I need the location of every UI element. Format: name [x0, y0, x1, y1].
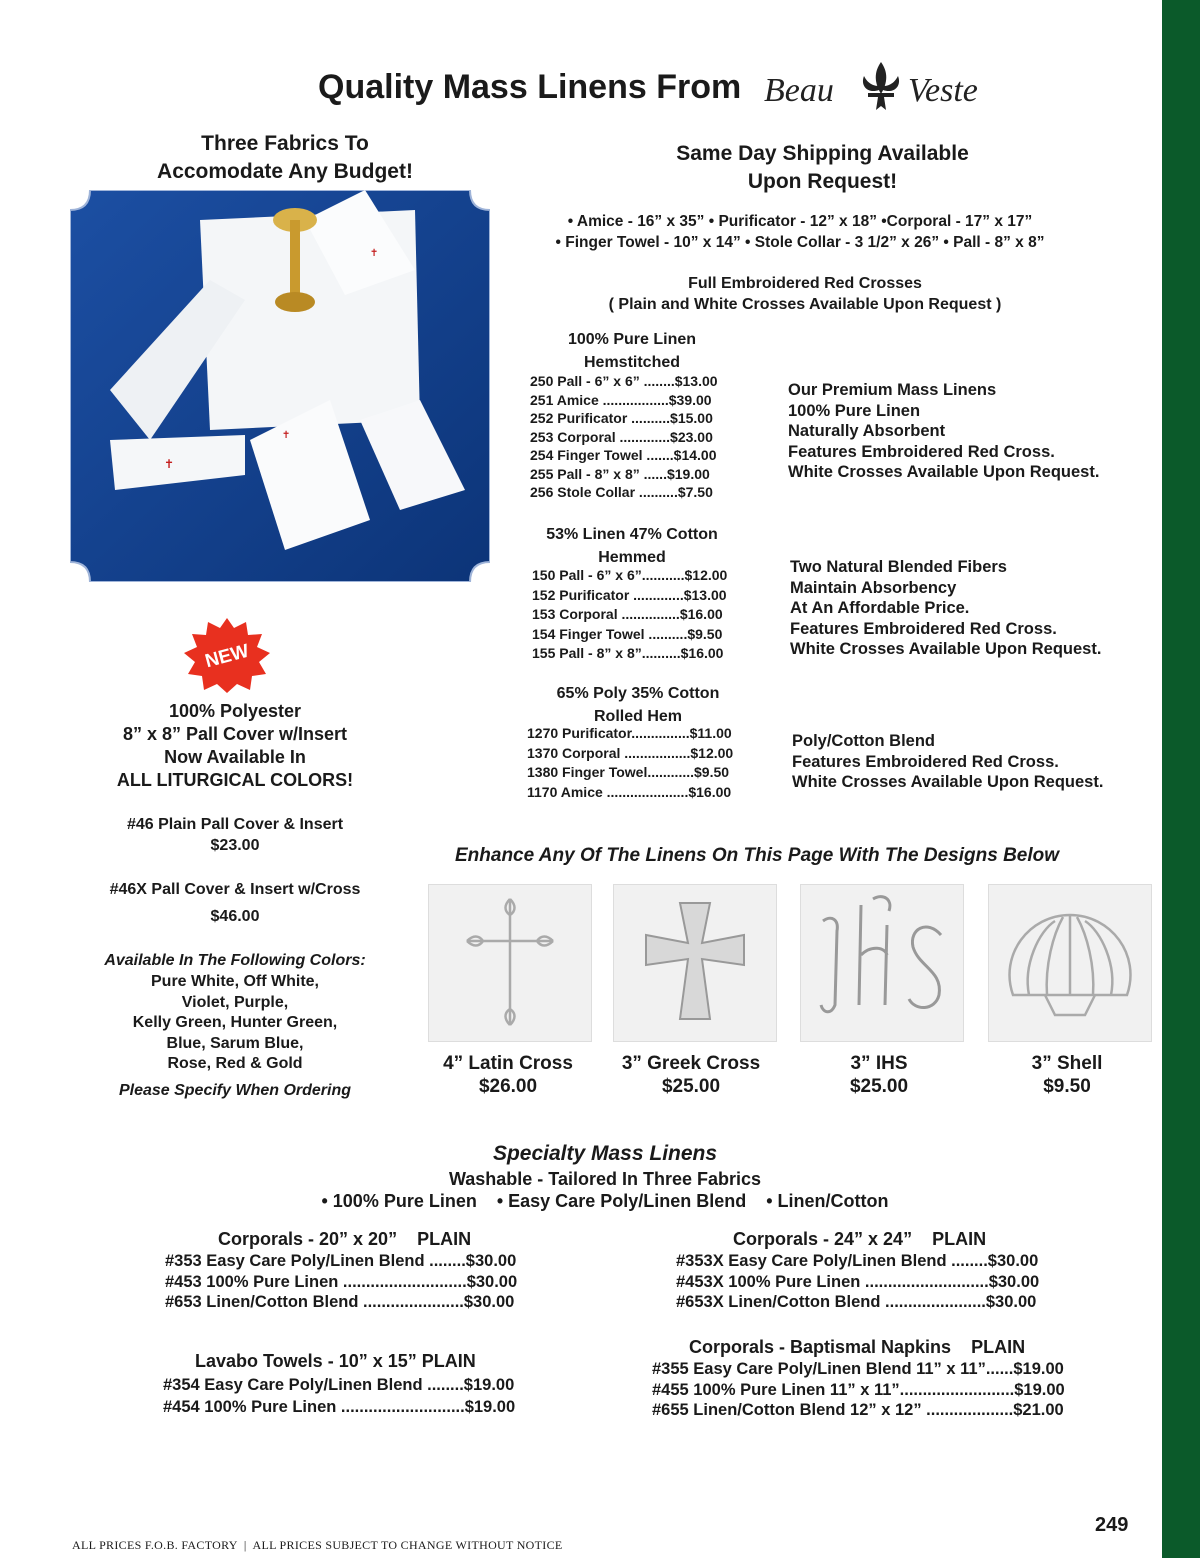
green-side-bar — [1162, 0, 1200, 1558]
colors-line: Violet, Purple, — [181, 993, 289, 1011]
corporals-24-heading: Corporals - 24” x 24” PLAIN — [733, 1229, 987, 1249]
logo-word-veste: Veste — [908, 72, 978, 109]
colors-line: Blue, Sarum Blue, — [166, 1034, 304, 1052]
poly-price-list — [527, 724, 733, 802]
greek-cross-design — [613, 884, 777, 1042]
page-number: 249 — [1095, 1514, 1129, 1536]
page-title: Quality Mass Linens From — [318, 68, 742, 106]
blend-heading — [532, 523, 732, 569]
baptismal-list — [652, 1359, 1065, 1421]
shell-icon — [989, 885, 1151, 1041]
linens-product-photo — [70, 190, 490, 582]
poly-heading — [538, 682, 738, 728]
lavabo-list — [163, 1374, 515, 1418]
specify-note: Please Specify When Ordering — [118, 1082, 352, 1099]
desc-line: Naturally Absorbent — [788, 422, 946, 440]
colors-heading: Available In The Following Colors: — [104, 952, 366, 969]
price-item: 252 Purificator ..........$15.00 — [530, 410, 713, 426]
greek-cross-icon — [614, 885, 776, 1041]
shipping-line: Same Day Shipping Available — [676, 142, 969, 165]
colors-line: Kelly Green, Hunter Green, — [132, 1014, 338, 1031]
specialty-item: #453X 100% Pure Linen ...........................$30.00 — [676, 1272, 1040, 1291]
polyester-line: ALL LITURGICAL COLORS! — [116, 770, 354, 790]
fabrics-heading-line: Accomodate Any Budget! — [157, 160, 413, 183]
blend-description — [790, 557, 1101, 660]
desc-line: 100% Pure Linen — [788, 401, 921, 420]
price-item: 152 Purificator .............$13.00 — [532, 586, 727, 603]
crosses-line: Full Embroidered Red Crosses — [688, 275, 922, 292]
latin-cross-design — [428, 884, 592, 1042]
baptismal-heading: Corporals - Baptismal Napkins PLAIN — [689, 1337, 1026, 1357]
price-item: 254 Finger Towel .......$14.00 — [530, 447, 717, 463]
price-item: 1170 Amice .....................$16.00 — [527, 783, 732, 800]
linen-heading — [532, 328, 732, 374]
shipping-heading — [600, 140, 1045, 196]
design-caption-latin-cross — [408, 1052, 608, 1098]
item-46-name: #46 Plain Pall Cover & Insert — [126, 816, 344, 833]
item-46 — [60, 814, 410, 856]
specialty-item: #353X Easy Care Poly/Linen Blend ........$30.00 — [676, 1252, 1039, 1270]
footer-disclaimer: ALL PRICES F.O.B. FACTORY | ALL PRICES SUBJECT TO CHANGE WITHOUT NOTICE — [72, 1538, 563, 1552]
design-price: $25.00 — [849, 1076, 909, 1097]
design-caption-greek-cross — [591, 1052, 791, 1098]
blend-heading-line: Hemmed — [598, 549, 666, 566]
corporals-20-heading: Corporals - 20” x 20” PLAIN — [218, 1229, 472, 1249]
linen-description — [788, 380, 1099, 483]
price-item: 1270 Purificator...............$11.00 — [527, 725, 732, 741]
beau-veste-logo — [760, 58, 1000, 116]
price-item: 154 Finger Towel ..........$9.50 — [532, 625, 723, 642]
sizes-line: • Amice - 16” x 35” • Purificator - 12” x 18” •Corporal - 17” x 17” — [567, 213, 1033, 230]
desc-line: White Crosses Available Upon Request. — [788, 463, 1100, 481]
item-46x-price: $46.00 — [210, 908, 260, 925]
sizes-line: • Finger Towel - 10” x 14” • Stole Collar - 3 1/2” x 26” • Pall - 8” x 8” — [555, 234, 1045, 251]
latin-cross-icon — [429, 885, 591, 1041]
colors-list — [60, 972, 410, 1075]
item-46x-name: #46X Pall Cover & Insert w/Cross — [109, 881, 361, 898]
poly-description — [792, 731, 1103, 793]
specialty-title: Specialty Mass Linens — [492, 1142, 718, 1165]
price-item: 153 Corporal ...............$16.00 — [532, 606, 723, 622]
price-item: 255 Pall - 8” x 8” ......$19.00 — [530, 465, 710, 482]
poly-heading-line: 65% Poly 35% Cotton — [556, 685, 720, 702]
price-item: 253 Corporal .............$23.00 — [530, 428, 713, 445]
designs-heading: Enhance Any Of The Linens On This Page With The Designs Below — [455, 845, 1060, 866]
corporals-20-list — [165, 1251, 517, 1313]
colors-line: Rose, Red & Gold — [167, 1055, 303, 1072]
crosses-line: ( Plain and White Crosses Available Upon Request ) — [608, 296, 1002, 313]
svg-text:✝: ✝ — [164, 457, 175, 471]
linen-heading-line: Hemstitched — [583, 354, 681, 371]
price-item: 150 Pall - 6” x 6”...........$12.00 — [532, 567, 728, 583]
design-name: 3” IHS — [850, 1053, 908, 1074]
new-badge — [182, 616, 272, 694]
desc-line: At An Affordable Price. — [790, 599, 970, 617]
colors-line: Pure White, Off White, — [151, 973, 319, 990]
logo-word-beau: Beau — [764, 72, 834, 109]
price-item: 256 Stole Collar ..........$7.50 — [530, 484, 713, 500]
specialty-item: #455 100% Pure Linen 11” x 11”.........................$19.00 — [652, 1380, 1065, 1399]
item-sizes — [480, 211, 1120, 253]
desc-line: White Crosses Available Upon Request. — [790, 640, 1102, 658]
ihs-design — [800, 884, 964, 1042]
item-46-price: $23.00 — [210, 837, 260, 854]
specialty-subtitle: Washable - Tailored In Three Fabrics — [448, 1169, 762, 1189]
ihs-monogram-icon — [801, 885, 963, 1041]
shipping-line: Upon Request! — [747, 170, 898, 193]
desc-line: Maintain Absorbency — [790, 578, 957, 597]
specialty-item: #653 Linen/Cotton Blend ......................$30.00 — [165, 1293, 515, 1311]
desc-line: Our Premium Mass Linens — [788, 381, 997, 399]
specialty-item: #355 Easy Care Poly/Linen Blend 11” x 11”......$19.00 — [652, 1360, 1064, 1378]
design-price: $26.00 — [478, 1076, 538, 1097]
blend-heading-line: 53% Linen 47% Cotton — [546, 526, 718, 543]
design-name: 4” Latin Cross — [443, 1053, 573, 1074]
specialty-item: #454 100% Pure Linen ...........................$19.00 — [163, 1398, 516, 1416]
polyester-pall-cover — [60, 700, 410, 792]
new-badge-text: NEW — [203, 640, 252, 673]
polyester-line: 100% Polyester — [168, 701, 302, 721]
corporals-24-list — [676, 1251, 1039, 1313]
item-46x — [60, 876, 410, 930]
svg-text:✝: ✝ — [282, 430, 291, 441]
specialty-item: #354 Easy Care Poly/Linen Blend ........$19.00 — [163, 1376, 515, 1394]
design-name: 3” Greek Cross — [621, 1053, 761, 1074]
polyester-line: 8” x 8” Pall Cover w/Insert — [122, 724, 348, 744]
fabrics-heading-line: Three Fabrics To — [201, 132, 369, 155]
design-price: $9.50 — [1043, 1076, 1091, 1097]
specialty-item: #655 Linen/Cotton Blend 12” x 12” ...................$21.00 — [652, 1401, 1064, 1419]
desc-line: Poly/Cotton Blend — [792, 732, 935, 750]
specialty-item: #353 Easy Care Poly/Linen Blend ........$30.00 — [165, 1252, 517, 1270]
poly-heading-line: Rolled Hem — [593, 708, 682, 725]
linen-price-list — [530, 372, 718, 502]
desc-line: White Crosses Available Upon Request. — [792, 773, 1104, 791]
price-item: 250 Pall - 6” x 6” ........$13.00 — [530, 373, 718, 389]
crosses-note — [580, 273, 1030, 315]
lavabo-heading: Lavabo Towels - 10” x 15” PLAIN — [195, 1351, 476, 1371]
design-caption-ihs — [779, 1052, 979, 1098]
blend-price-list — [532, 566, 727, 664]
shell-design — [988, 884, 1152, 1042]
price-item: 155 Pall - 8” x 8”..........$16.00 — [532, 645, 724, 661]
linen-heading-line: 100% Pure Linen — [567, 331, 697, 348]
desc-line: Features Embroidered Red Cross. — [790, 619, 1057, 638]
price-item: 1380 Finger Towel............$9.50 — [527, 764, 730, 780]
design-price: $25.00 — [661, 1076, 721, 1097]
specialty-item: #653X Linen/Cotton Blend ......................$30.00 — [676, 1293, 1037, 1311]
desc-line: Features Embroidered Red Cross. — [788, 442, 1055, 461]
price-item: 1370 Corporal .................$12.00 — [527, 744, 734, 761]
desc-line: Two Natural Blended Fibers — [790, 558, 1007, 576]
desc-line: Features Embroidered Red Cross. — [792, 752, 1059, 771]
specialty-item: #453 100% Pure Linen ...........................$30.00 — [165, 1272, 518, 1291]
fleur-de-lis-icon — [856, 60, 906, 114]
price-item: 251 Amice .................$39.00 — [530, 391, 712, 408]
polyester-line: Now Available In — [164, 747, 306, 767]
design-name: 3” Shell — [1031, 1053, 1103, 1074]
fabrics-heading — [130, 130, 440, 186]
svg-text:✝: ✝ — [370, 248, 379, 259]
specialty-fabrics: • 100% Pure Linen • Easy Care Poly/Linen Blend • Linen/Cotton — [321, 1191, 889, 1211]
design-caption-shell — [967, 1052, 1167, 1098]
